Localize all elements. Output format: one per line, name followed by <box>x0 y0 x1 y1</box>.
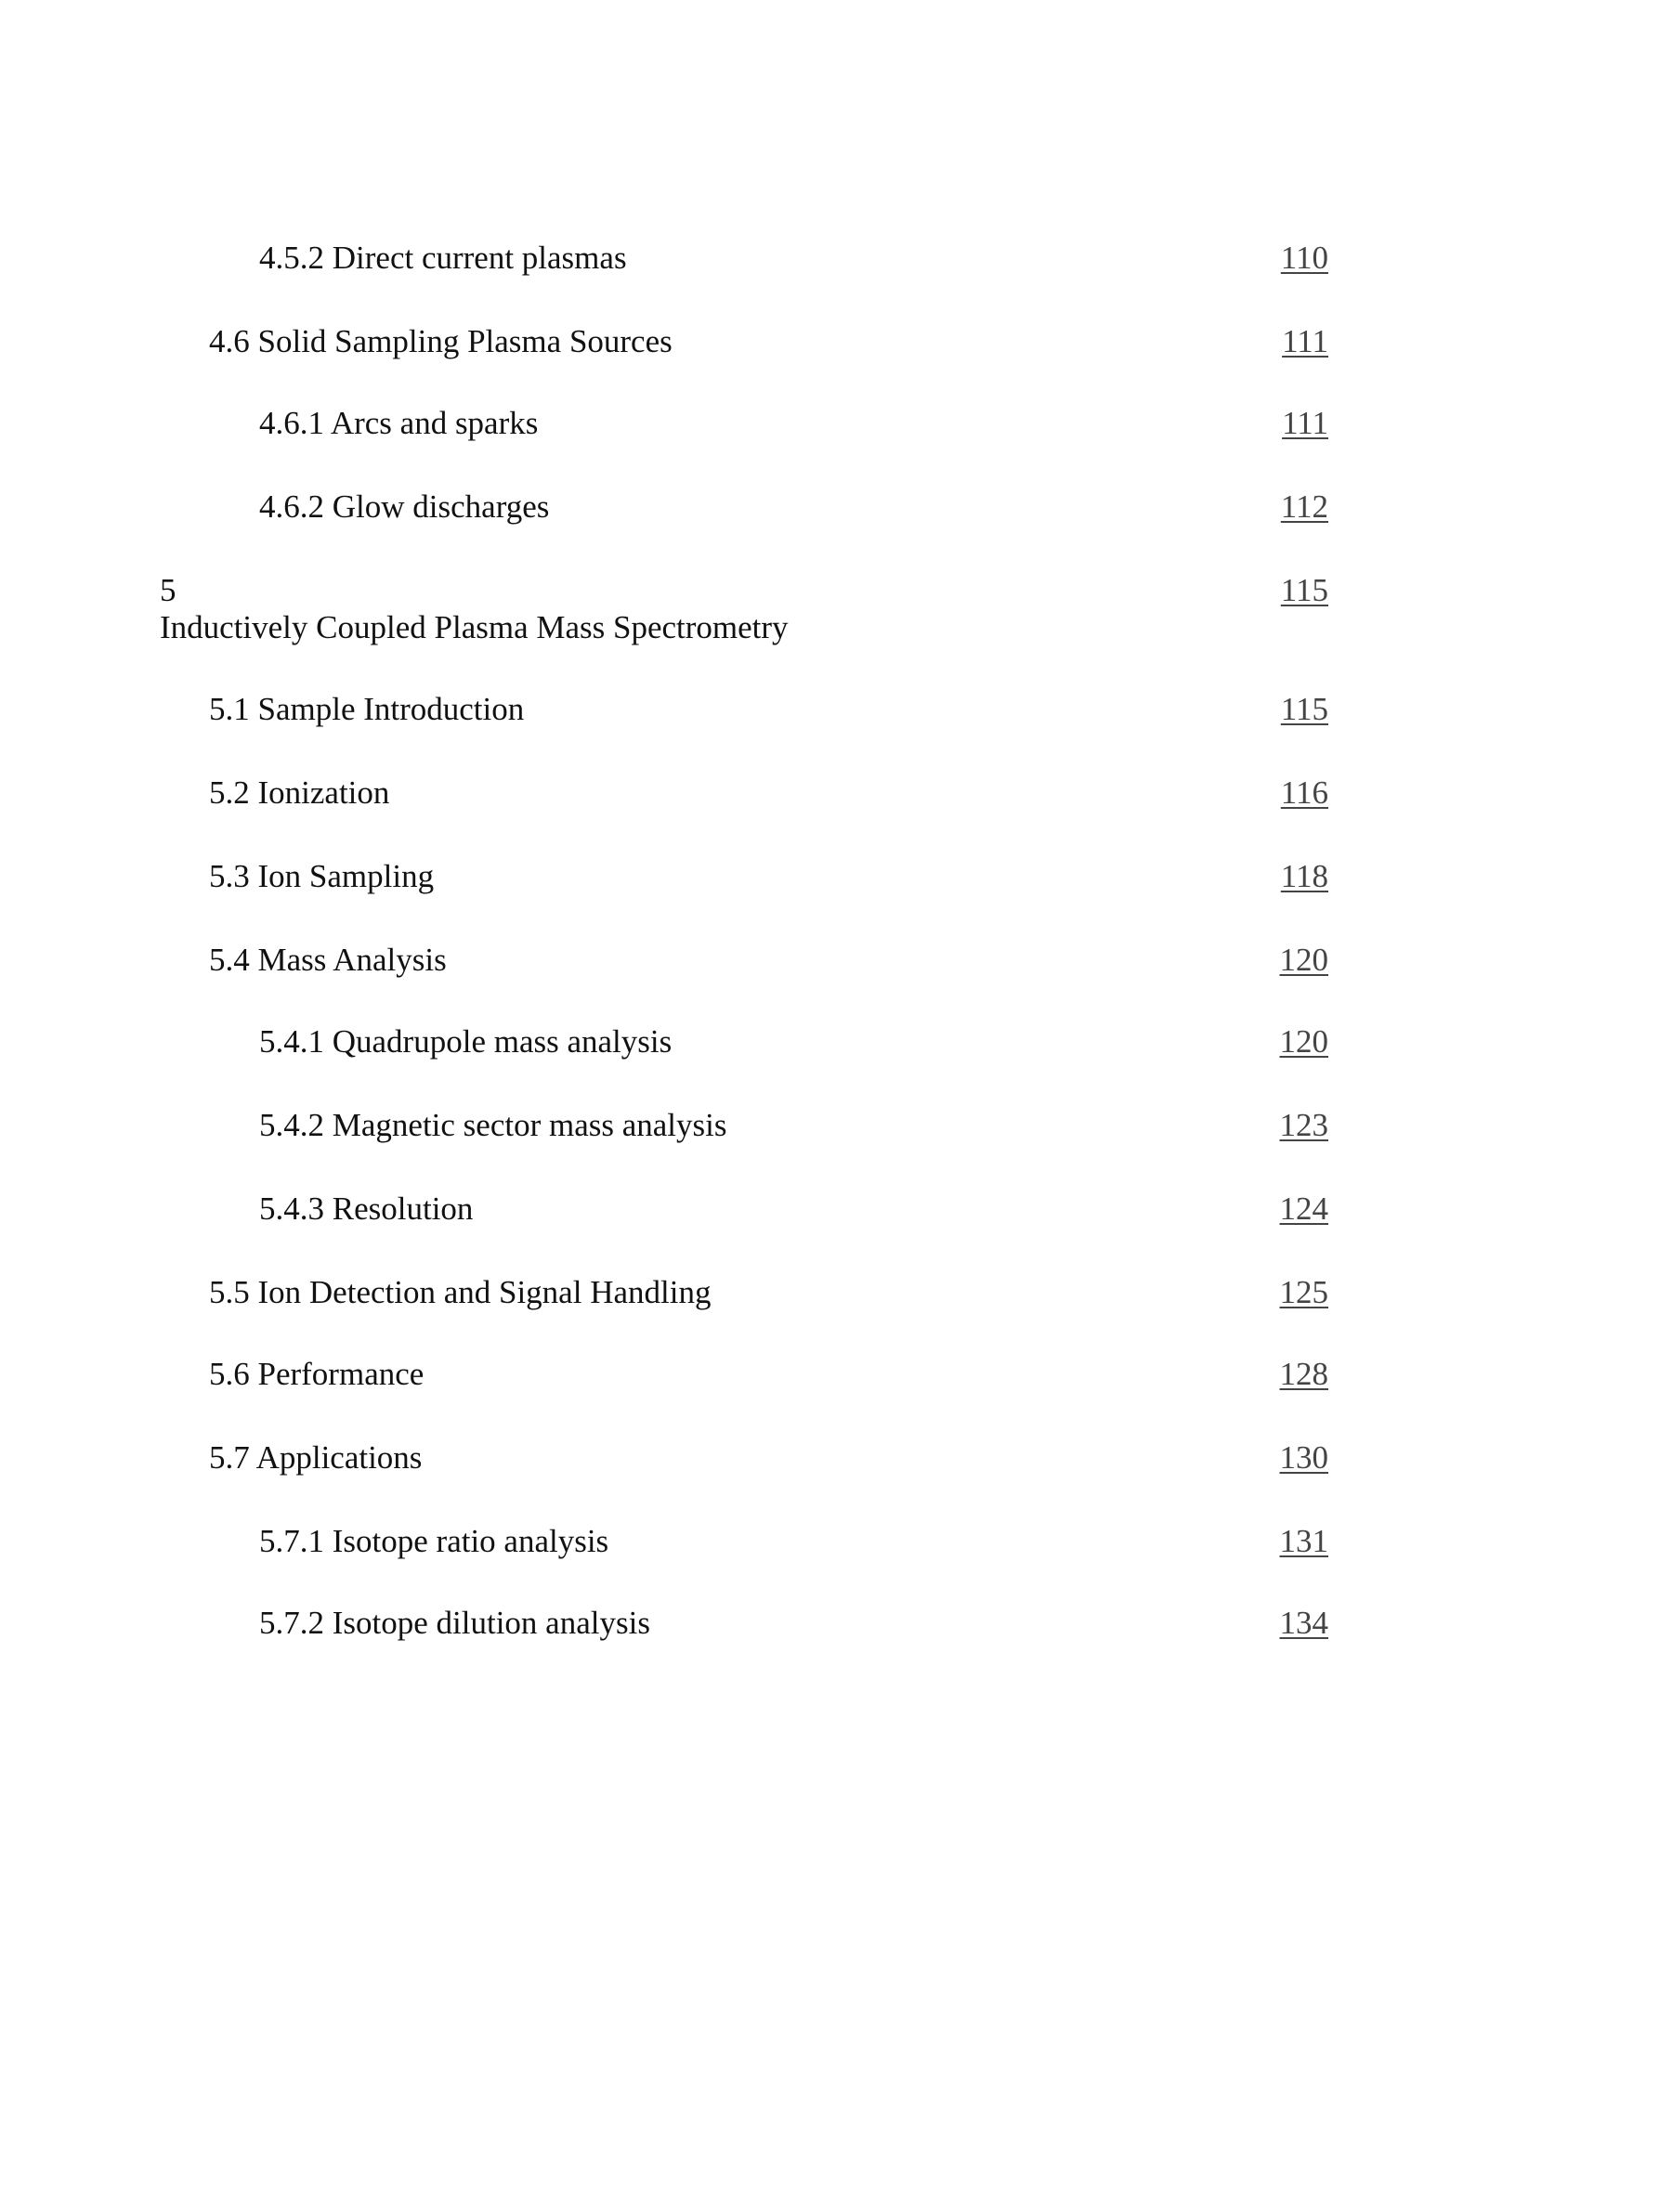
toc-entry-5-7 <box>0 1439 1659 1514</box>
toc-entry-title: 4.5.2 Direct current plasmas <box>259 240 627 276</box>
toc-page-link[interactable]: 118 <box>1280 858 1328 894</box>
toc-entry-title: 5.7 Applications <box>209 1439 423 1476</box>
toc-page-link[interactable]: 125 <box>1279 1274 1328 1310</box>
toc-entry-5-6 <box>0 1356 1659 1430</box>
toc-page-link[interactable]: 110 <box>1280 240 1328 276</box>
toc-entry-title: 5.6 Performance <box>209 1356 425 1392</box>
toc-entry-5-2 <box>0 774 1659 849</box>
toc-chapter-title: Inductively Coupled Plasma Mass Spectrometry <box>160 609 789 645</box>
toc-chapter-heading <box>160 572 789 646</box>
toc-page-link[interactable]: 112 <box>1280 488 1328 525</box>
toc-page-link[interactable]: 123 <box>1279 1107 1328 1143</box>
toc-entry-title: 5.4.2 Magnetic sector mass analysis <box>259 1107 727 1143</box>
toc-entry-5-1 <box>0 691 1659 765</box>
toc-entry-title: 5.2 Ionization <box>209 774 390 811</box>
toc-entry-title: 5.4.1 Quadrupole mass analysis <box>259 1023 673 1060</box>
toc-entry-title: 5.7.2 Isotope dilution analysis <box>259 1605 650 1641</box>
toc-page-link[interactable]: 115 <box>1280 691 1328 727</box>
toc-entry-title: 5.7.1 Isotope ratio analysis <box>259 1523 609 1559</box>
toc-entry-title: 4.6 Solid Sampling Plasma Sources <box>209 323 673 359</box>
toc-page-link[interactable]: 131 <box>1279 1523 1328 1559</box>
toc-entry-title: 5.3 Ion Sampling <box>209 858 435 894</box>
toc-entry-title: 5.1 Sample Introduction <box>209 691 525 727</box>
toc-entry-title: 5.4 Mass Analysis <box>209 942 447 978</box>
toc-entry-chapter-5 <box>0 572 1659 646</box>
toc-page-link[interactable]: 120 <box>1279 1023 1328 1060</box>
toc-entry-5-4-2 <box>0 1107 1659 1181</box>
toc-page-link[interactable]: 116 <box>1280 774 1328 811</box>
toc-entry-title: 5.4.3 Resolution <box>259 1191 474 1227</box>
toc-page-link[interactable]: 128 <box>1279 1356 1328 1392</box>
toc-entry-4-6 <box>0 323 1659 397</box>
toc-entry-5-7-2 <box>0 1605 1659 1679</box>
toc-entry-5-4 <box>0 942 1659 1016</box>
toc-chapter-number: 5 <box>160 572 176 608</box>
toc-page-link[interactable]: 130 <box>1279 1439 1328 1476</box>
toc-entry-title: 4.6.1 Arcs and sparks <box>259 405 539 441</box>
toc-entry-4-5-2 <box>0 240 1659 314</box>
toc-page-link[interactable]: 134 <box>1279 1605 1328 1641</box>
toc-page-link[interactable]: 124 <box>1279 1191 1328 1227</box>
toc-entry-5-5 <box>0 1274 1659 1348</box>
toc-entry-5-7-1 <box>0 1523 1659 1597</box>
toc-page-link[interactable]: 120 <box>1279 942 1328 978</box>
toc-entry-title: 4.6.2 Glow discharges <box>259 488 550 525</box>
toc-entry-5-4-1 <box>0 1023 1659 1098</box>
toc-entry-title: 5.5 Ion Detection and Signal Handling <box>209 1274 712 1310</box>
toc-entry-4-6-1 <box>0 405 1659 479</box>
toc-entry-5-3 <box>0 858 1659 932</box>
toc-page-link[interactable]: 111 <box>1282 405 1328 441</box>
toc-page-link[interactable]: 115 <box>1280 572 1328 608</box>
toc-entry-4-6-2 <box>0 488 1659 563</box>
toc-entry-5-4-3 <box>0 1191 1659 1265</box>
toc-page-link[interactable]: 111 <box>1282 323 1328 359</box>
